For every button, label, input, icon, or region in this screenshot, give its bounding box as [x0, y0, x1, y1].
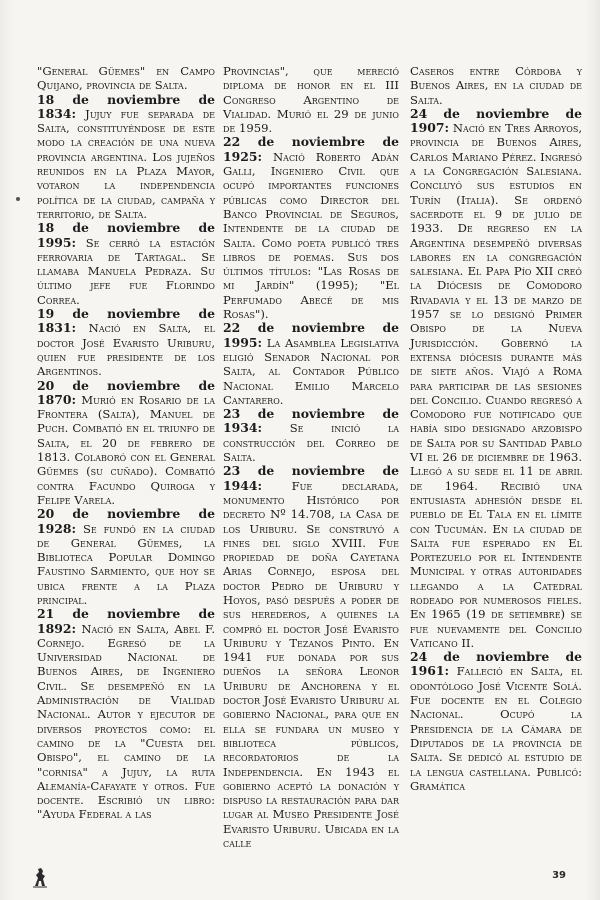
entry-date: 22 de noviembre de 1995: — [223, 320, 399, 350]
chronology-entry — [223, 464, 399, 850]
entry-text: "General Güemes" en Campo Quijano, provincia de Salta. — [37, 64, 215, 93]
chronology-entry — [37, 607, 215, 821]
text-column-2 — [223, 64, 399, 850]
chronology-entry — [223, 135, 399, 321]
entry-text: Se inició la construcción del Correo de Salta. — [223, 421, 400, 465]
entry-text: Jujuy fue separada de Salta, constituyéndose de este modo la creación de una nueva provincia argentina. Los jujeños reunidos en la Plaza Mayor, votaron la independencia política de la ciudad, campaña y territorio, de Salta. — [37, 106, 216, 221]
entry-date: 23 de noviembre de 1934: — [223, 406, 399, 436]
entry-date: 23 de noviembre de 1944: — [223, 463, 399, 493]
entry-date: 20 de noviembre de 1928: — [37, 506, 215, 536]
chronology-entry — [410, 107, 582, 650]
entry-text: La Asamblea Legislativa eligió Senador Nacional por Salta, al Contador Público Nacional Emilio Marcelo Cantarero. — [223, 335, 399, 407]
decorative-figure-icon — [31, 866, 49, 888]
entry-text: Nació en Salta, el doctor José Evaristo Uriburu, quien fue presidente de los Argentinos. — [37, 321, 215, 379]
entry-text: Se cerró la estación ferrovaria de Tartagal. Se llamaba Manuela Pedraza. Su último jefe fue Florindo Correa. — [37, 235, 215, 307]
page-number: 39 — [552, 870, 566, 881]
entry-text: Se fundó en la ciudad de General Güemes, la Biblioteca Popular Domingo Faustino Sarmiento, que hoy se ubica frente a la Plaza principal. — [37, 521, 215, 607]
entry-date: 22 de noviembre de 1925: — [223, 134, 399, 164]
continued-text — [37, 64, 215, 93]
text-column-3 — [410, 64, 582, 793]
chronology-entry — [410, 650, 582, 793]
entry-date: 24 de noviembre de 1961: — [410, 649, 582, 679]
chronology-entry — [223, 407, 399, 464]
continued-text — [223, 64, 399, 135]
text-column-1 — [37, 64, 215, 822]
entry-date: 20 de noviembre de 1870: — [37, 377, 215, 407]
entry-date: 18 de noviembre de 1834: — [37, 91, 215, 121]
chronology-entry — [37, 307, 215, 378]
page-blemish — [16, 197, 20, 201]
entry-text: Caseros entre Córdoba y Buenos Aires, en la ciudad de Salta. — [410, 64, 582, 107]
chronology-entry — [37, 221, 215, 307]
entry-text: Falleció en Salta, el odontólogo José Vicente Solá. Fue docente en el Colegio Nacional. Ocupó la Presidencia de la Cámara de Diputados de la provincia de Salta. Se dedicó al estudio de la lengua castellana. Publicó: Gramática — [410, 664, 583, 793]
continued-text — [410, 64, 582, 107]
entry-date: 21 de noviembre de 1892: — [37, 606, 215, 636]
entry-text: Provincias", que mereció diploma de honor en el III Congreso Argentino de Vialidad. Murió el 29 de junio de 1959. — [223, 64, 399, 136]
entry-date: 19 de noviembre de 1831: — [37, 306, 215, 336]
chronology-entry — [37, 93, 215, 222]
chronology-entry — [223, 321, 399, 407]
entry-date: 18 de noviembre de 1995: — [37, 220, 215, 250]
entry-text: Nació en Salta, Abel F. Cornejo. Egresó de la Universidad Nacional de Buenos Aires, de Ingeniero Civil. Se desempeñó en la Administración de Vialidad Nacional. Autor y ejecutor de diversos proyectos como: el camino de la "Cuesta del Obispo", el camino de la "cornisa" a Jujuy, la ruta Alemanía-Cafayate y otros. Fue docente. Escribió un libro: "Ayuda Federal a las — [37, 621, 216, 822]
entry-text: Nació Roberto Adán Galli, Ingeniero Civil que ocupó importantes funciones públicas como Director del Banco Provincial de Seguros, Intendente de la ciudad de Salta. Como poeta publicó tres libros de poemas. Sus dos últimos títulos: "Las Rosas de mi Jardín" (1995); "El Perfumado Abecé de mis Rosas"). — [223, 149, 400, 322]
entry-text: Nació en Tres Arroyos, provincia de Buenos Aires, Carlos Mariano Pérez. Ingresó a la Congregación Salesiana. Concluyó sus estudios en Turín (Italia). Se ordenó sacerdote el 9 de julio de 1933. De regreso en la Argentina desempeñó diversas labores en la congregación salesiana. El Papa Pío XII creó la Diócesis de Comodoro Rivadavia y el 13 de marzo de 1957 se lo designó Primer Obispo de la Nueva Jurisdicción. Gobernó la extensa diócesis durante más de siete años. Viajó a Roma para participar de las sesiones del Concilio. Cuando regresó a Comodoro fue notificado que había sido designado arzobispo de Salta por su Santidad Pablo VI el 26 de diciembre de 1963. Llegó a su sede el 11 de abril de 1964. Recibió una entusiasta adhesión desde el pueblo de El Tala en el límite con Tucumán. En la ciudad de Salta fue esperado en El Portezuelo por el Intendente Municipal y otras autoridades llegando a la Catedral rodeado por numerosos fieles. En 1965 (19 de setiembre) se fue nuevamente del Concilio Vaticano II. — [410, 121, 583, 650]
chronology-entry — [37, 379, 215, 508]
entry-text: Murió en Rosario de la Frontera (Salta), Manuel de Puch. Combatió en el triunfo de Salta, el 20 de febrero de 1813. Colaboró con el General Güemes (su cuñado). Combatió contra Facundo Quiroga y Felipe Varela. — [37, 392, 216, 507]
chronology-entry — [37, 507, 215, 607]
entry-date: 24 de noviembre de 1907: — [410, 105, 582, 136]
entry-text: Fue declarada, monumento Histórico por decreto Nº 14.708, la Casa de los Uriburu. Se construyó a fines del siglo XVIII. Fue propiedad de doña Cayetana Arias Cornejo, esposa del doctor Pedro de Uriburu y Hoyos, pasó después a poder de sus herederos, a quienes la compró el doctor José Evaristo Uriburu y Tezanos Pinto. En 1941 fue donada por sus dueños la señora Leonor Uriburu de Anchorena y el doctor José Evaristo Uriburu al gobierno Nacional, para que en ella se fundara un museo y biblioteca públicos, recordatorios de la Independencia. En 1943 el gobierno aceptó la donación y dispuso la restauración para dar lugar al Museo Presidente José Evaristo Uriburu. Ubicada en la calle — [223, 478, 399, 851]
